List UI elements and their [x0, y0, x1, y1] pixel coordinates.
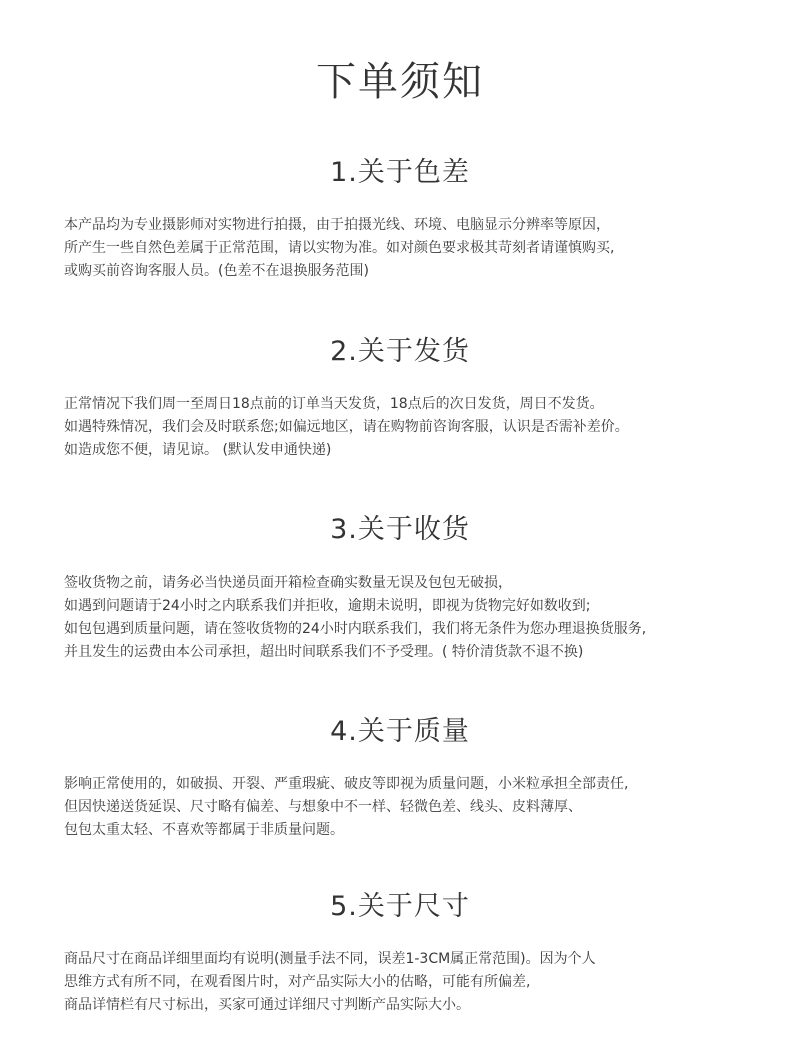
- section-line: 如遇特殊情况，我们会及时联系您;如偏远地区，请在购物前咨询客服，认识是否需补差价。: [64, 419, 629, 435]
- section-line: 包包太重太轻、不喜欢等都属于非质量问题。: [64, 822, 344, 838]
- section-body-color-difference: [64, 214, 794, 283]
- section-line: 如遇到问题请于24小时之内联系我们并拒收，逾期未说明，即视为货物完好如数收到;: [64, 598, 591, 614]
- section-body-receiving: [64, 572, 794, 664]
- section-title-quality: 4.关于质量: [330, 716, 470, 747]
- section-line: 如包包遇到质量问题，请在签收货物的24小时内联系我们，我们将无条件为您办理退换货服务,: [64, 621, 647, 637]
- section-line: 签收货物之前，请务必当快递员面开箱检查确实数量无误及包包无破损，: [64, 575, 512, 591]
- section-body-shipping: [64, 393, 794, 462]
- section-line: 思维方式有所不同，在观看图片时，对产品实际大小的估略，可能有所偏差,: [64, 974, 531, 990]
- section-line: 所产生一些自然色差属于正常范围，请以实物为准。如对颜色要求极其苛刻者请谨慎购买,: [64, 240, 615, 256]
- section-title-size: 5.关于尺寸: [330, 891, 470, 922]
- section-line: 商品详情栏有尺寸标出，买家可通过详细尺寸判断产品实际大小。: [64, 997, 470, 1013]
- section-line: 并且发生的运费由本公司承担，超出时间联系我们不予受理。( 特价清货款不退不换): [64, 644, 584, 660]
- section-line: 正常情况下我们周一至周日18点前的订单当天发货，18点后的次日发货，周日不发货。: [64, 396, 604, 412]
- section-line: 影响正常使用的，如破损、开裂、严重瑕疵、破皮等即视为质量问题，小米粒承担全部责任,: [64, 776, 629, 792]
- section-body-quality: [64, 773, 794, 842]
- page-title: 下单须知: [316, 59, 484, 105]
- section-title-color-difference: 1.关于色差: [330, 157, 470, 188]
- section-title-shipping: 2.关于发货: [330, 336, 470, 367]
- section-line: 或购买前咨询客服人员。(色差不在退换服务范围): [64, 263, 369, 279]
- section-line: 本产品均为专业摄影师对实物进行拍摄，由于拍摄光线、环境、电脑显示分辨率等原因，: [64, 217, 610, 233]
- section-line: 但因快递送货延误、尺寸略有偏差、与想象中不一样、轻微色差、线头、皮料薄厚、: [64, 799, 582, 815]
- section-body-size: [64, 948, 794, 1017]
- section-line: 如造成您不便，请见谅。 (默认发申通快递): [64, 442, 332, 458]
- section-line: 商品尺寸在商品详细里面均有说明(测量手法不同，误差1-3CM属正常范围)。因为个人: [64, 951, 596, 967]
- section-title-receiving: 3.关于收货: [330, 514, 470, 545]
